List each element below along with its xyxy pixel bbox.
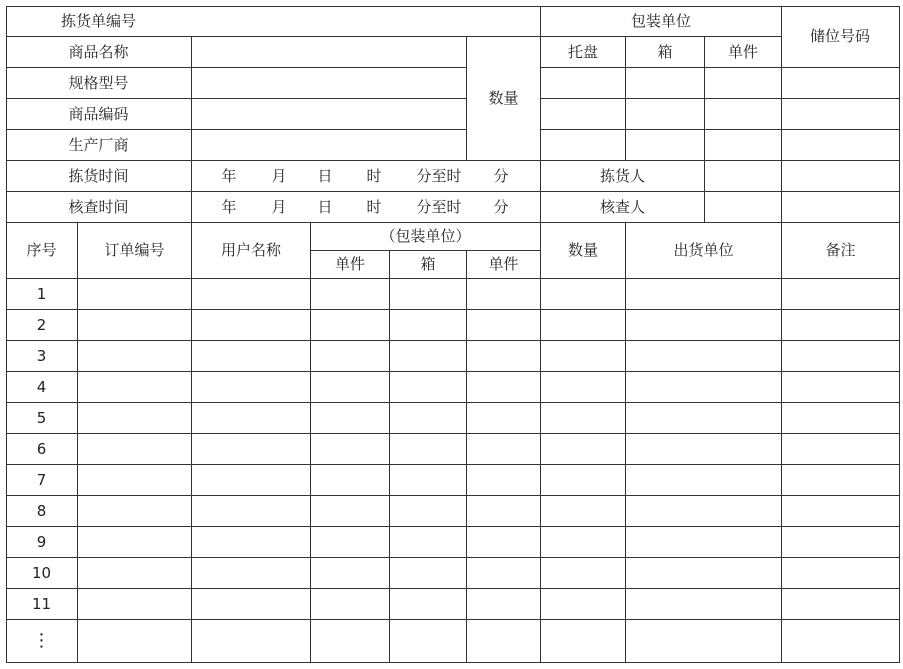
grid-line — [6, 402, 899, 403]
pick-time-minute-to-hour: 分至时 — [416, 166, 462, 185]
spec-label: 规格型号 — [68, 73, 129, 92]
grid-line — [6, 464, 899, 465]
grid-line — [6, 433, 899, 434]
row-number: 10 — [31, 563, 52, 582]
grid-line — [6, 526, 899, 527]
pick-time-minute: 分 — [493, 166, 509, 185]
pick-no-label: 拣货单编号 — [60, 11, 136, 30]
grid-line — [540, 98, 899, 99]
manufacturer-label: 生产厂商 — [68, 135, 129, 154]
grid-line — [389, 250, 390, 662]
single-piece-label: 单件 — [727, 42, 758, 61]
grid-line — [540, 67, 899, 68]
grid-line — [310, 222, 311, 662]
storage-code-header: 储位号码 — [809, 27, 870, 45]
grid-line — [6, 662, 899, 663]
check-time-year: 年 — [221, 197, 237, 216]
ship-unit-column-header: 出货单位 — [673, 241, 734, 259]
user-name-column-header: 用户名称 — [220, 241, 281, 259]
order-no-column-header: 订单编号 — [104, 241, 165, 259]
product-code-label: 商品编码 — [68, 104, 129, 123]
check-time-minute: 分 — [493, 197, 509, 216]
grid-line — [6, 278, 899, 279]
pick-time-month: 月 — [271, 166, 287, 185]
quantity-column-header: 数量 — [567, 241, 598, 259]
grid-line — [781, 222, 782, 662]
pack-unit-group-header: （包装单位） — [380, 227, 471, 245]
row-ellipsis: ⋮ — [32, 630, 51, 651]
checker-label: 核查人 — [599, 197, 645, 216]
grid-line — [540, 129, 899, 130]
pack-unit-header: 包装单位 — [630, 11, 691, 30]
grid-line — [540, 222, 541, 662]
grid-line — [6, 495, 899, 496]
pallet-label: 托盘 — [567, 42, 598, 61]
grid-line — [6, 371, 899, 372]
grid-line — [899, 6, 900, 663]
pick-time-year: 年 — [221, 166, 237, 185]
quantity-label: 数量 — [488, 89, 519, 107]
grid-line — [6, 340, 899, 341]
row-number: 11 — [31, 594, 52, 613]
grid-line — [6, 619, 899, 620]
row-number: 5 — [36, 408, 47, 427]
pick-time-hour: 时 — [366, 166, 382, 185]
check-time-label: 核查时间 — [68, 197, 129, 216]
row-number: 1 — [36, 284, 47, 303]
check-time-month: 月 — [271, 197, 287, 216]
row-number: 4 — [36, 377, 47, 396]
grid-line — [6, 557, 899, 558]
box-column-header: 箱 — [420, 255, 436, 273]
grid-line — [191, 36, 192, 222]
row-number: 6 — [36, 439, 47, 458]
grid-line — [625, 222, 626, 662]
single-column-header-2: 单件 — [488, 255, 519, 273]
grid-line — [6, 588, 899, 589]
box-label: 箱 — [657, 42, 673, 61]
check-time-minute-to-hour: 分至时 — [416, 197, 462, 216]
pick-time-day: 日 — [317, 166, 333, 185]
grid-line — [191, 222, 192, 662]
pick-time-label: 拣货时间 — [68, 166, 129, 185]
picker-label: 拣货人 — [599, 166, 645, 185]
check-time-day: 日 — [317, 197, 333, 216]
product-name-label: 商品名称 — [68, 42, 129, 61]
row-number: 2 — [36, 315, 47, 334]
row-number: 3 — [36, 346, 47, 365]
seq-column-header: 序号 — [26, 241, 57, 259]
row-number: 7 — [36, 470, 47, 489]
remark-column-header: 备注 — [825, 241, 856, 259]
single-column-header: 单件 — [334, 255, 365, 273]
grid-line — [77, 222, 78, 662]
row-number: 8 — [36, 501, 47, 520]
grid-line — [466, 250, 467, 662]
check-time-hour: 时 — [366, 197, 382, 216]
grid-line — [6, 309, 899, 310]
row-number: 9 — [36, 532, 47, 551]
